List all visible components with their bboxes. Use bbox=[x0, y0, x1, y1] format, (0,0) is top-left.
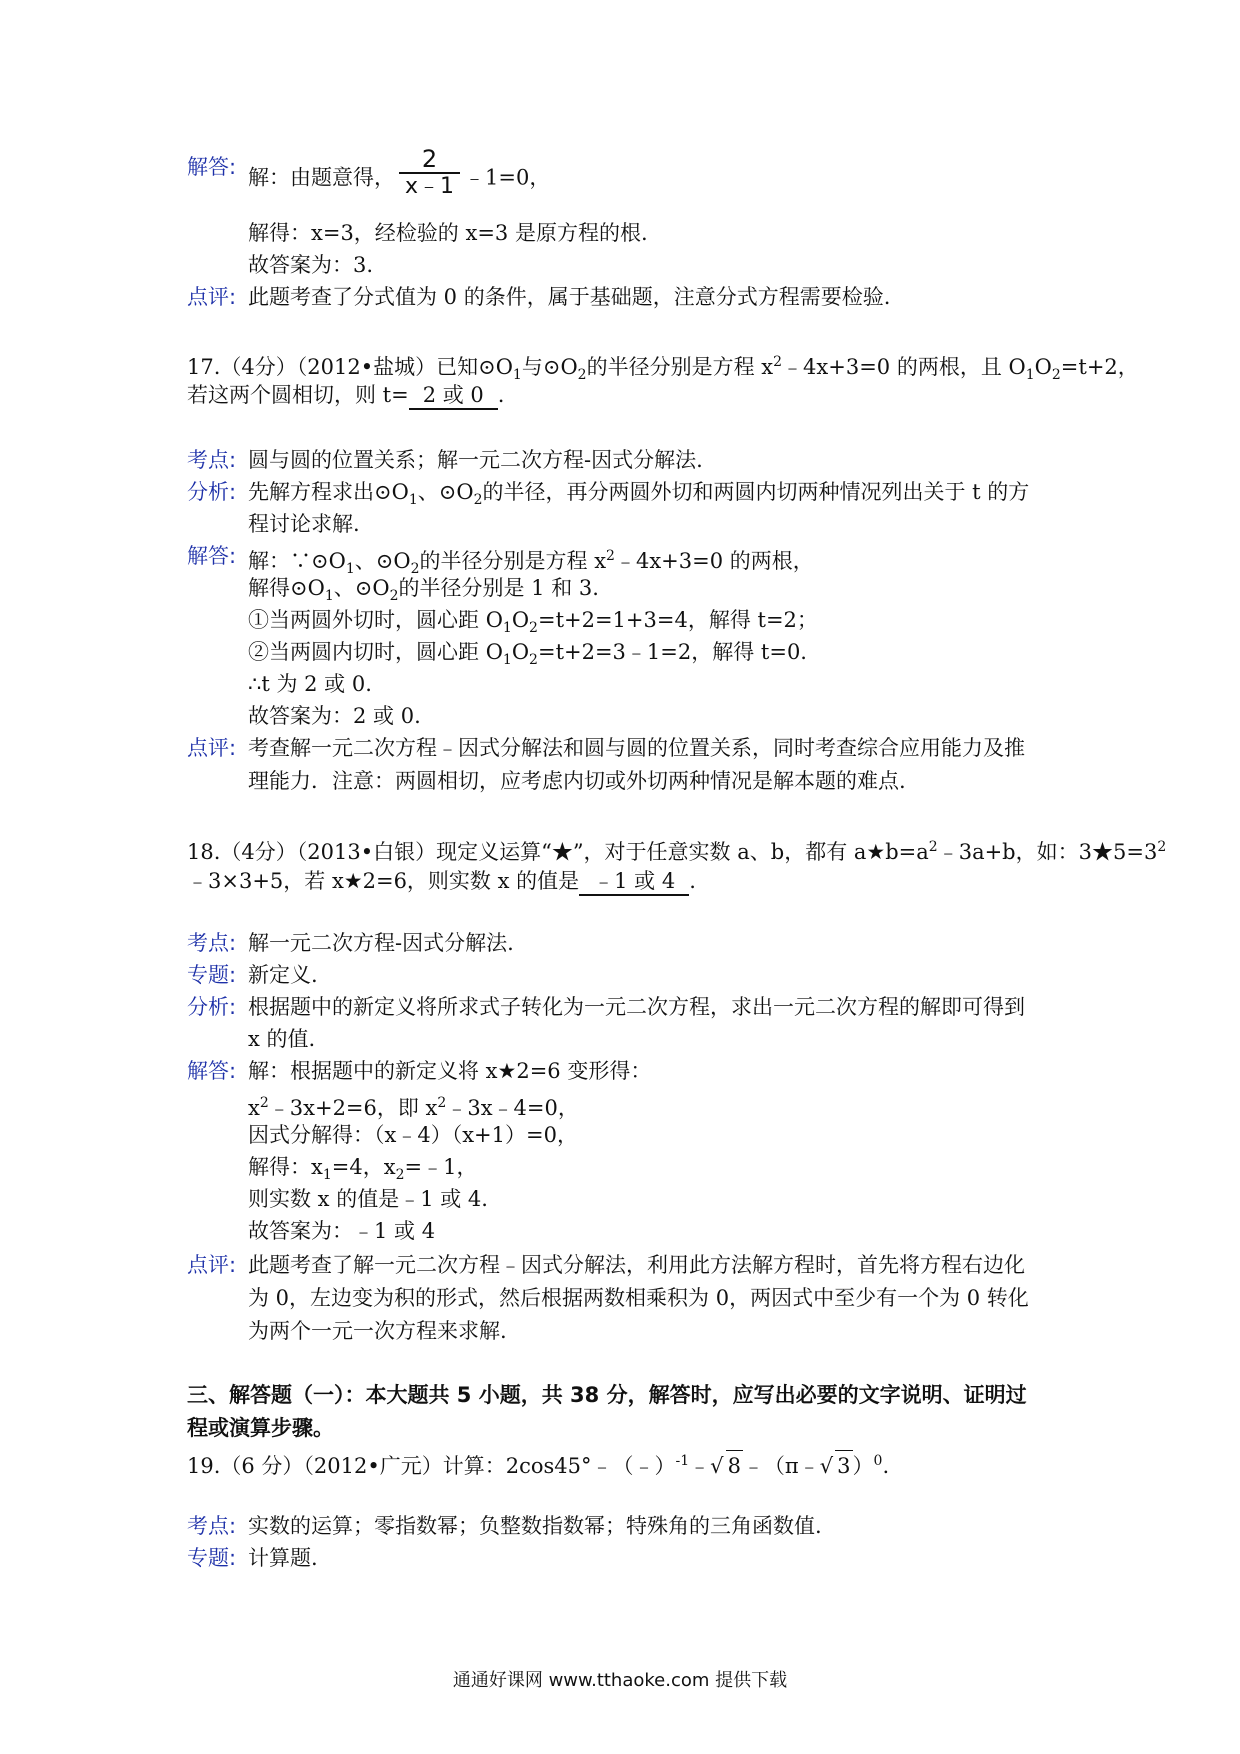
section-heading-line1: 三、解答题（一）：本大题共 5 小题，共 38 分，解答时，应写出必要的文字说明、证明过 bbox=[187, 1383, 1027, 1407]
label-topic-18: 专题: bbox=[187, 963, 237, 987]
label-comment-17: 点评: bbox=[187, 736, 237, 760]
p17-analysis-line1: 先解方程求出$⊙O_1$、$⊙O_2$的半径，再分两圆外切和两圆内切两种情况列出关于 t 的方 bbox=[248, 480, 1030, 509]
p18-question-line1: 18.（4分）（2013•白银）现定义运算“★”，对于任意实数 a、b，都有 $a★b=a^2﹣3a+b$，如：$3★5=3^2$ bbox=[187, 839, 1167, 864]
p17-sol-line6: 故答案为：2 或 0. bbox=[248, 704, 421, 728]
p18-analysis-line1: 根据题中的新定义将所求式子转化为一元二次方程，求出一元二次方程的解即可得到 bbox=[248, 995, 1025, 1019]
p17-sol-line1: 解：$\because⊙O_1$、$⊙O_2$的半径分别是方程 $x^2﹣4x+3=0$ 的两根， bbox=[248, 548, 814, 578]
p18-sol-line6: 故答案为：﹣1 或 4 bbox=[248, 1219, 436, 1243]
p18-sol-line5: 则实数 x 的值是﹣1 或 4. bbox=[248, 1187, 488, 1211]
p17-sol-line4: ②当两圆内切时，圆心距 $O_1O_2=t+2=3﹣1=2$，解得 t=0. bbox=[248, 640, 807, 669]
p19-topic: 计算题. bbox=[248, 1546, 318, 1570]
p19-question: 19.（6 分）（2012•广元）计算：2cos45°﹣（﹣）$^{-1}$﹣√ 8﹣（π﹣√ 3）$^0$. bbox=[187, 1446, 889, 1481]
label-answer-16: 解答: bbox=[187, 155, 237, 179]
sqrt-icon: √ bbox=[710, 1454, 724, 1478]
p17-comment-line2: 理能力．注意：两圆相切，应考虑内切或外切两种情况是解本题的难点. bbox=[248, 769, 906, 793]
p18-sol-line3: 因式分解得：（x﹣4）（x+1）=0， bbox=[248, 1123, 578, 1147]
p18-question-line2: ﹣3×3+5，若 x★2=6，则实数 x 的值是 ﹣1 或 4 . bbox=[187, 866, 696, 896]
label-comment-16: 点评: bbox=[187, 285, 237, 309]
label-answer-18: 解答: bbox=[187, 1059, 237, 1083]
page-footer: 通通好课网 www.tthaoke.com 提供下载 bbox=[452, 1670, 788, 1691]
p18-topic: 新定义. bbox=[248, 963, 318, 987]
label-analysis-18: 分析: bbox=[187, 995, 237, 1019]
sqrt-icon: √ bbox=[819, 1454, 834, 1478]
label-keypoint-18: 考点: bbox=[187, 931, 237, 955]
label-topic-19: 专题: bbox=[187, 1546, 237, 1570]
label-analysis-17: 分析: bbox=[187, 480, 237, 504]
p17-analysis-line2: 程讨论求解. bbox=[248, 512, 360, 536]
p17-sol-line2: 解得$⊙O_1$、$⊙O_2$的半径分别是 1 和 3. bbox=[248, 576, 599, 605]
section-heading-line2: 程或演算步骤。 bbox=[187, 1416, 334, 1440]
fraction-2-over-x-1: $\frac{2}{x﹣1}$ bbox=[399, 146, 460, 200]
label-keypoint-17: 考点: bbox=[187, 448, 237, 472]
p16-comment: 此题考查了分式值为 0 的条件，属于基础题，注意分式方程需要检验. bbox=[248, 285, 891, 309]
p18-sol-line4: 解得：$x_1=4$，$x_2=﹣1$， bbox=[248, 1155, 478, 1184]
p18-sol-line2: $x^2﹣3x+2=6$，即 $x^2﹣3x﹣4=0$， bbox=[248, 1095, 579, 1120]
p17-sol-line3: ①当两圆外切时，圆心距 $O_1O_2=t+2=1+3=4$，解得 t=2； bbox=[248, 608, 818, 637]
p17-answer-blank: 2 或 0 bbox=[409, 382, 498, 410]
label-comment-18: 点评: bbox=[187, 1253, 237, 1277]
p18-answer-blank: ﹣1 或 4 bbox=[579, 868, 689, 896]
p17-comment-line1: 考查解一元二次方程﹣因式分解法和圆与圆的位置关系，同时考查综合应用能力及推 bbox=[248, 736, 1025, 760]
p17-keypoint: 圆与圆的位置关系；解一元二次方程-因式分解法. bbox=[248, 448, 703, 472]
p18-keypoint: 解一元二次方程-因式分解法. bbox=[248, 931, 514, 955]
p16-line1: 解：由题意得， $\frac{2}{x﹣1}$ ﹣1=0， bbox=[248, 145, 551, 199]
p18-analysis-line2: x 的值. bbox=[248, 1027, 316, 1051]
p17-sol-line5: ∴t 为 2 或 0. bbox=[248, 672, 372, 696]
p18-comment-line2: 为 0，左边变为积的形式，然后根据两数相乘积为 0，两因式中至少有一个为 0 转化 bbox=[248, 1286, 1029, 1310]
p18-comment-line3: 为两个一元一次方程来求解. bbox=[248, 1319, 507, 1343]
label-keypoint-19: 考点: bbox=[187, 1514, 237, 1538]
label-answer-17: 解答: bbox=[187, 544, 237, 568]
p18-comment-line1: 此题考查了解一元二次方程﹣因式分解法，利用此方法解方程时，首先将方程右边化 bbox=[248, 1253, 1025, 1277]
p16-line3: 故答案为：3. bbox=[248, 253, 374, 277]
p19-keypoint: 实数的运算；零指数幂；负整数指数幂；特殊角的三角函数值. bbox=[248, 1514, 822, 1538]
p17-question-line2: 若这两个圆相切，则 t= 2 或 0 . bbox=[187, 380, 504, 410]
p16-line2: 解得：x=3，经检验的 x=3 是原方程的根. bbox=[248, 221, 648, 245]
p18-sol-line1: 解：根据题中的新定义将 x★2=6 变形得： bbox=[248, 1059, 652, 1083]
p17-question-line1: 17.（4分）（2012•盐城）已知$⊙O_1$与$⊙O_2$的半径分别是方程 $x^2﹣4x+3=0$ 的两根，且 $O_1O_2=t+2$， bbox=[187, 354, 1139, 384]
